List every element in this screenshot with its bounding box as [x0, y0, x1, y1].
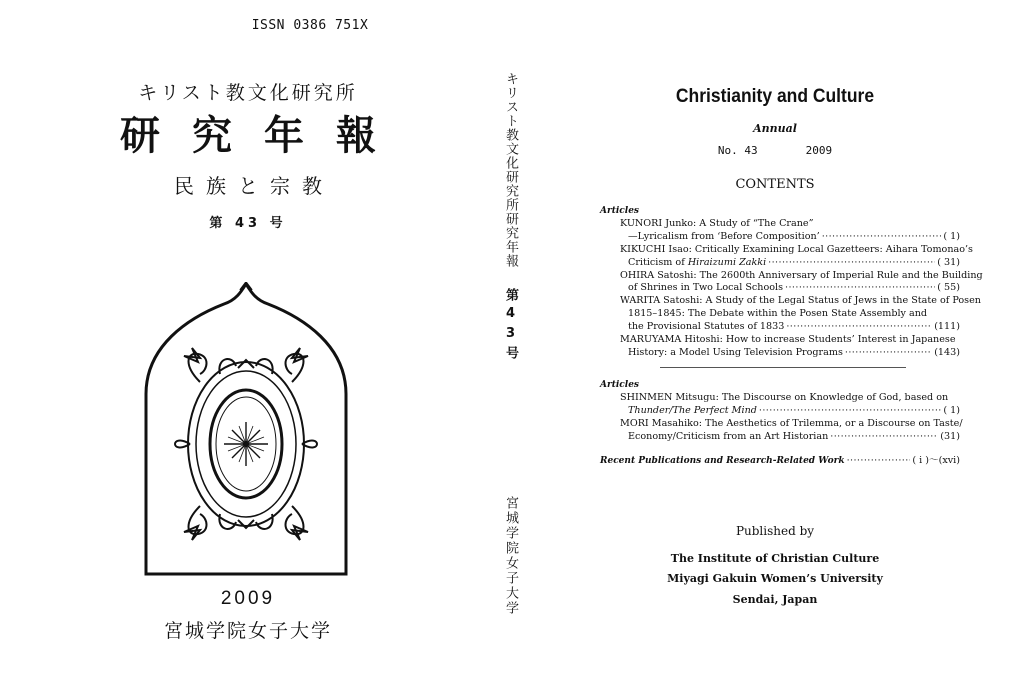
publisher-university: Miyagi Gakuin Women’s University: [667, 572, 883, 585]
journal-title-en: Christianity and Culture: [675, 86, 875, 107]
toc-page: (31): [940, 430, 960, 442]
toc-page: ( i )〜(xvi): [912, 455, 960, 467]
toc-page: ( 31): [937, 256, 960, 268]
toc-entry-subtitle: Economy/Criticism from an Art Historian: [628, 430, 829, 442]
toc-page: ( 55): [937, 282, 960, 294]
institute-name-jp: キリスト教文化研究所: [138, 82, 358, 104]
annual-label: Annual: [753, 122, 797, 135]
issue-number-en: No. 43: [717, 144, 758, 157]
section-label: Articles: [600, 379, 639, 390]
toc-page: ( 1): [943, 404, 960, 416]
toc-entry-title: KIKUCHI Isao: Critically Examining Local Gazetteers: Aihara Tomonao’s: [620, 243, 973, 255]
toc-entry-subtitle: the Provisional Statutes of 1833: [628, 321, 785, 333]
cover-publisher-jp: 宮城学院女子大学: [163, 620, 332, 642]
toc-page: (143): [934, 346, 960, 358]
toc-entry-title: SHINMEN Mitsugu: The Discourse on Knowledge of God, based on: [620, 391, 949, 403]
spine-publisher: 宮城学院女子大学: [503, 496, 518, 616]
contents-heading: CONTENTS: [735, 177, 815, 192]
toc-entry-subtitle: of Shrines in Two Local Schools: [628, 282, 784, 294]
toc-entry-subtitle: —Lyricalism from ‘Before Composition’: [628, 230, 820, 242]
issn-number: ISSN 0386 751X: [251, 18, 369, 33]
journal-subtitle-jp: 民族と宗教: [174, 174, 334, 198]
emblem-star: [224, 422, 268, 466]
toc-entry-title: OHIRA Satoshi: The 2600th Anniversary of Imperial Rule and the Building: [620, 269, 983, 281]
cover-emblem: [140, 282, 352, 578]
journal-title-jp: 研究年報: [120, 113, 408, 159]
publisher-institute: The Institute of Christian Culture: [670, 552, 880, 565]
toc-page: (111): [934, 321, 960, 333]
toc-entry-subtitle: Criticism of Hiraizumi Zakki: [628, 256, 767, 268]
toc-entry-title: MORI Masahiko: The Aesthetics of Trilemma, or a Discourse on Taste/: [620, 417, 963, 429]
toc-entry-subtitle: History: a Model Using Television Programs: [628, 346, 843, 358]
toc-page: ( 1): [943, 230, 960, 242]
issue-number-jp: 第 43 号: [209, 216, 287, 231]
published-by-label: Published by: [735, 524, 815, 538]
toc-entry-title: KUNORI Junko: A Study of “The Crane”: [620, 217, 814, 229]
toc-entry-subtitle: 1815–1845: The Debate within the Posen State Assembly and: [628, 308, 928, 320]
publisher-city: Sendai, Japan: [732, 593, 818, 606]
spine-issue: 第43号: [503, 288, 518, 364]
recent-publications-label: Recent Publications and Research-Related Work: [600, 456, 845, 467]
cover-year: 2009: [220, 588, 276, 609]
issue-line: [600, 144, 950, 157]
table-of-contents: [600, 205, 983, 468]
spine-title: キリスト教文化研究所研究年報: [503, 72, 518, 268]
section-label: Articles: [600, 206, 639, 216]
section-divider: [660, 367, 906, 368]
issue-year-en: 2009: [805, 144, 833, 157]
toc-entry-title: MARUYAMA Hitoshi: How to increase Students’ Interest in Japanese: [620, 334, 956, 346]
toc-entry-subtitle: Thunder/The Perfect Mind: [628, 404, 757, 416]
toc-entry-title: WARITA Satoshi: A Study of the Legal Status of Jews in the State of Posen: [620, 295, 981, 307]
